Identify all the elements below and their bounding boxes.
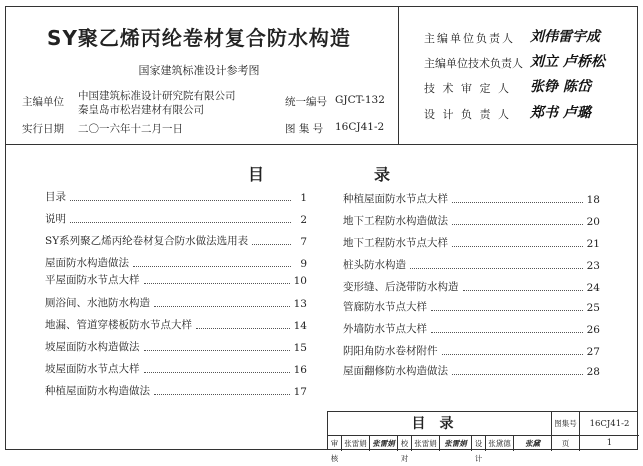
toc-item[interactable] [343,236,600,250]
check-name: 张雷娟 [412,436,440,451]
toc-item[interactable] [45,340,307,354]
toc-item-label: 地漏、管道穿楼板防水节点大样 [45,319,192,331]
toc-item-label: 种植屋面防水构造做法 [45,385,150,397]
toc-item-page: 9 [300,258,307,270]
toc-heading-left: 目 [248,165,265,184]
toc-item[interactable] [45,273,307,287]
toc-item-label: 屋面防水构造做法 [45,257,129,269]
responsible-role-1: 主编单位负责人 [424,32,515,45]
toc-leader [144,283,290,284]
toc-item[interactable] [343,280,600,294]
toc-leader [70,222,291,223]
responsible-role-2: 主编单位技术负责人 [424,57,523,70]
title-block-atlas-label: 图集号 [552,412,580,436]
toc-leader [442,354,583,355]
toc-item-page: 2 [300,214,307,226]
toc-item[interactable] [343,344,600,358]
title-block-name: 目录 [328,412,552,436]
toc-heading-right: 录 [374,165,391,184]
toc-item[interactable] [343,322,600,336]
toc-leader [452,202,583,203]
toc-leader [410,268,583,269]
toc-item-label: 地下工程防水构造做法 [343,215,448,227]
impl-date-label: 实行日期 [22,123,64,135]
review-name: 张雷娟 [342,436,370,451]
page-subtitle: 国家建筑标准设计参考图 [138,64,260,77]
toc-item-label: 说明 [45,213,66,225]
toc-leader [144,350,290,351]
review-label: 审核 [328,436,342,451]
toc-item-page: 13 [293,298,307,310]
toc-item-page: 18 [586,194,600,206]
signature-4: 郑书 卢璐 [530,105,591,121]
atlas-value: 16CJ41-2 [335,121,385,133]
toc-item-label: 目录 [45,191,66,203]
toc-item[interactable] [343,214,600,228]
toc-item-page: 24 [586,282,600,294]
toc-item[interactable] [45,362,307,376]
design-label: 设计 [472,436,486,451]
toc-item[interactable] [45,190,307,204]
page-title: SY聚乙烯丙纶卷材复合防水构造 [47,26,351,50]
responsible-role-3: 技 术 审 定 人 [424,82,511,95]
toc-leader [452,224,583,225]
toc-item-label: 平屋面防水节点大样 [45,274,140,286]
toc-item[interactable] [45,256,307,270]
impl-date: 二〇一六年十二月一日 [78,123,183,135]
toc-leader [133,266,291,267]
title-block-atlas: 16CJ41-2 [580,412,639,436]
toc-leader [452,246,583,247]
toc-leader [154,306,290,307]
code-label: 统一编号 [285,96,327,108]
toc-item[interactable] [45,318,307,332]
design-signature: 张黛 [514,436,552,451]
toc-item-label: 厕浴间、水池防水构造 [45,297,150,309]
design-name: 张黛德 [486,436,514,451]
page-number: 1 [606,438,613,448]
toc-item-page: 7 [300,236,307,248]
code-value: GJCT-132 [335,94,385,106]
toc-item[interactable] [45,296,307,310]
toc-item-page: 25 [586,302,600,314]
signature-1: 刘伟雷宇成 [530,29,600,45]
signature-2: 刘立 卢桥松 [530,54,605,70]
toc-item-page: 21 [586,238,600,250]
toc-leader [70,200,291,201]
toc-leader [154,394,290,395]
toc-leader [431,332,583,333]
toc-item-label: SY系列聚乙烯丙纶卷材复合防水做法选用表 [45,235,249,247]
toc-item[interactable] [45,212,307,226]
toc-item[interactable] [45,234,307,248]
title-block [327,411,638,463]
toc-leader [431,310,583,311]
toc-item-page: 20 [586,216,600,228]
toc-item-label: 坡屋面防水构造做法 [45,341,140,353]
toc-item[interactable] [343,258,600,272]
toc-item-label: 外墙防水节点大样 [343,323,427,335]
header-vertical-divider [398,6,399,145]
toc-leader [452,374,583,375]
toc-leader [196,328,290,329]
toc-item-label: 阴阳角防水卷材附件 [343,345,438,357]
header-divider [5,144,638,145]
toc-item[interactable] [343,192,600,206]
review-signature: 张雷娟 [370,436,398,451]
toc-item-page: 1 [300,192,307,204]
toc-leader [144,372,290,373]
check-signature: 张雷娟 [440,436,472,451]
toc-item-label: 屋面翻修防水构造做法 [343,365,448,377]
editor-unit-label: 主编单位 [22,96,64,108]
toc-item-page: 15 [293,342,307,354]
page-label: 页 [552,436,580,451]
check-label: 校对 [398,436,412,451]
toc-item-label: 桩头防水构造 [343,259,406,271]
toc-leader [463,290,583,291]
toc-leader [252,244,291,245]
toc-item-label: 地下工程防水节点大样 [343,237,448,249]
editor-unit-line1: 中国建筑标准设计研究院有限公司 [78,90,236,102]
toc-item-label: 变形缝、后浇带防水构造 [343,281,459,293]
toc-item-page: 27 [586,346,600,358]
toc-item-page: 28 [586,366,600,378]
responsible-role-4: 设 计 负 责 人 [424,108,511,121]
editor-unit-line2: 秦皇岛市松岩建材有限公司 [78,104,204,116]
toc-item-label: 管廊防水节点大样 [343,301,427,313]
toc-item[interactable] [45,384,307,398]
toc-item[interactable] [343,300,600,314]
atlas-label: 图 集 号 [285,123,324,135]
toc-item-page: 23 [586,260,600,272]
signature-3: 张铮 陈岱 [530,79,591,95]
toc-item-label: 种植屋面防水节点大样 [343,193,448,205]
toc-item[interactable] [343,364,600,378]
toc-item-page: 26 [586,324,600,336]
toc-item-label: 坡屋面防水节点大样 [45,363,140,375]
toc-item-page: 14 [293,320,307,332]
toc-item-page: 17 [293,386,307,398]
toc-item-page: 16 [293,364,307,376]
toc-item-page: 10 [293,275,307,287]
